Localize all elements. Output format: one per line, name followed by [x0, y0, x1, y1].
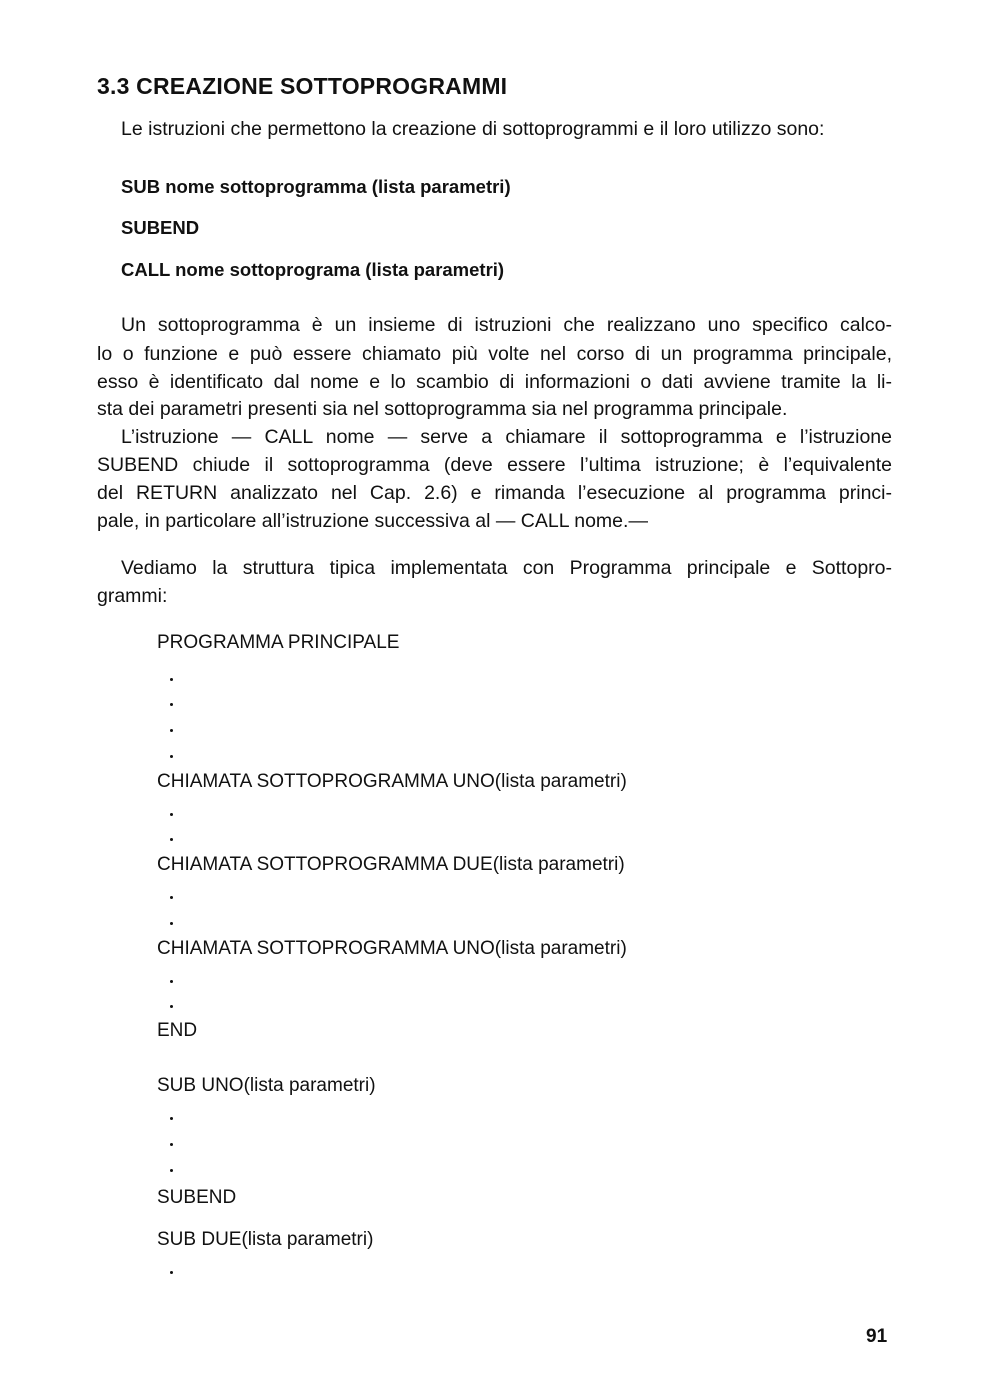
- paragraph1-line-2: lo o funzione e può essere chiamato più volte nel corso di un programma principale,: [97, 343, 892, 365]
- listing-subend: SUBEND: [157, 1187, 237, 1208]
- paragraph1-line-3: esso è identificato dal nome e lo scambio di informazioni o dati avviene tramite la li-: [97, 371, 892, 393]
- ellipsis-dot: [170, 1169, 173, 1172]
- paragraph2-line-3: del RETURN analizzato nel Cap. 2.6) e rimanda l’esecuzione al programma princi-: [97, 482, 892, 504]
- intro-text: Le istruzioni che permettono la creazione di sottoprogrammi e il loro utilizzo sono:: [121, 118, 825, 140]
- ellipsis-dot: [170, 703, 173, 706]
- ellipsis-dot: [170, 755, 173, 758]
- section-heading: 3.3 CREAZIONE SOTTOPROGRAMMI: [97, 73, 508, 99]
- listing-main-program: PROGRAMMA PRINCIPALE: [157, 632, 400, 653]
- paragraph1-line-1: Un sottoprogramma è un insieme di istruzioni che realizzano uno specifico calco-: [121, 314, 892, 336]
- ellipsis-dot: [170, 729, 173, 732]
- ellipsis-dot: [170, 922, 173, 925]
- syntax-sub: SUB nome sottoprogramma (lista parametri): [121, 176, 511, 197]
- ellipsis-dot: [170, 1143, 173, 1146]
- paragraph1-line-4: sta dei parametri presenti sia nel sottoprogramma sia nel programma principale.: [97, 398, 788, 420]
- syntax-subend: SUBEND: [121, 217, 200, 238]
- ellipsis-dot: [170, 838, 173, 841]
- ellipsis-dot: [170, 980, 173, 983]
- ellipsis-dot: [170, 1117, 173, 1120]
- ellipsis-dot: [170, 896, 173, 899]
- paragraph3-line-1: Vediamo la struttura tipica implementata con Programma principale e Sottopro-: [121, 557, 892, 579]
- listing-sub-due: SUB DUE(lista parametri): [157, 1229, 374, 1250]
- listing-call-uno-1: CHIAMATA SOTTOPROGRAMMA UNO(lista parametri): [157, 771, 627, 792]
- page-number: 91: [866, 1326, 888, 1347]
- paragraph2-line-1: L’istruzione — CALL nome — serve a chiamare il sottoprogramma e l’istruzione: [121, 426, 892, 448]
- listing-end: END: [157, 1020, 198, 1041]
- ellipsis-dot: [170, 1005, 173, 1008]
- syntax-call: CALL nome sottoprograma (lista parametri): [121, 259, 505, 280]
- ellipsis-dot: [170, 813, 173, 816]
- ellipsis-dot: [170, 1271, 173, 1274]
- ellipsis-dot: [170, 678, 173, 681]
- listing-call-uno-2: CHIAMATA SOTTOPROGRAMMA UNO(lista parametri): [157, 938, 627, 959]
- paragraph3-line-2: grammi:: [97, 585, 168, 607]
- listing-sub-uno: SUB UNO(lista parametri): [157, 1075, 376, 1096]
- listing-call-due: CHIAMATA SOTTOPROGRAMMA DUE(lista parametri): [157, 854, 625, 875]
- paragraph2-line-2: SUBEND chiude il sottoprogramma (deve essere l’ultima istruzione; è l’equivalente: [97, 454, 892, 476]
- paragraph2-line-4: pale, in particolare all’istruzione successiva al — CALL nome.—: [97, 510, 648, 532]
